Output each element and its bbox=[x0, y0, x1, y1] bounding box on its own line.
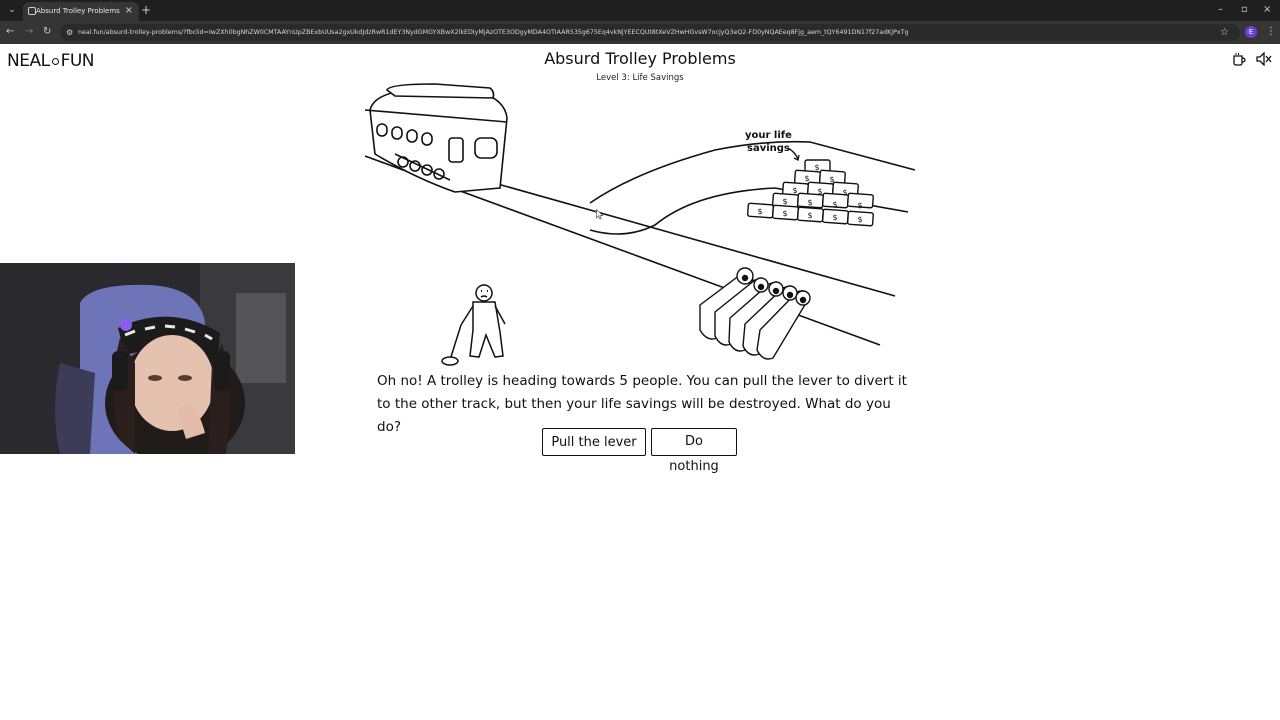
svg-text:$: $ bbox=[829, 175, 835, 184]
browser-tab[interactable] bbox=[23, 2, 139, 21]
lever-person bbox=[442, 285, 505, 365]
svg-text:$: $ bbox=[782, 197, 788, 206]
svg-text:$: $ bbox=[807, 198, 813, 207]
mute-icon[interactable] bbox=[1256, 52, 1272, 66]
plus-icon[interactable]: + bbox=[141, 3, 152, 17]
profile-avatar[interactable]: E bbox=[1245, 26, 1257, 38]
svg-text:$: $ bbox=[857, 215, 863, 224]
back-icon[interactable]: ← bbox=[6, 26, 15, 37]
arrow-icon bbox=[788, 148, 799, 160]
reload-icon[interactable]: ↻ bbox=[43, 26, 52, 37]
level-subtitle: Level 3: Life Savings bbox=[596, 73, 684, 83]
svg-text:$: $ bbox=[792, 186, 798, 195]
logo-left: NEAL bbox=[7, 51, 50, 71]
star-icon[interactable]: ☆ bbox=[1220, 27, 1229, 38]
svg-text:$: $ bbox=[832, 200, 838, 209]
coffee-icon[interactable] bbox=[1232, 52, 1246, 66]
svg-text:$: $ bbox=[814, 163, 820, 172]
forward-icon[interactable]: → bbox=[25, 26, 34, 37]
page-title: Absurd Trolley Problems bbox=[544, 49, 736, 68]
address-toolbar bbox=[0, 21, 1280, 44]
svg-text:$: $ bbox=[807, 211, 813, 220]
svg-text:$: $ bbox=[782, 209, 788, 218]
browser-tabbar bbox=[0, 0, 1280, 21]
tab-search-icon[interactable]: ⌄ bbox=[8, 5, 16, 15]
savings-label-line2: savings bbox=[747, 143, 790, 154]
window-close-icon[interactable]: × bbox=[1263, 4, 1272, 15]
minimize-icon[interactable]: – bbox=[1218, 4, 1223, 15]
webcam-overlay bbox=[0, 263, 295, 454]
close-icon[interactable]: × bbox=[124, 5, 133, 16]
svg-text:$: $ bbox=[832, 213, 838, 222]
savings-label-line1: your life bbox=[745, 130, 792, 141]
svg-text:$: $ bbox=[857, 201, 863, 210]
svg-text:$: $ bbox=[804, 174, 810, 183]
menu-icon[interactable]: ⋮ bbox=[1266, 26, 1276, 37]
trolley-scene bbox=[355, 80, 925, 390]
tied-people bbox=[700, 268, 810, 359]
site-info-icon[interactable]: ⚙ bbox=[66, 28, 74, 37]
webcam-video bbox=[0, 263, 295, 454]
question-text: Oh no! A trolley is heading towards 5 people. You can pull the lever to divert it to the other track, but then your life savings will be destroyed. What do you do? bbox=[377, 373, 907, 435]
svg-text:$: $ bbox=[842, 188, 848, 197]
svg-text:$: $ bbox=[817, 187, 823, 196]
url-bar[interactable] bbox=[60, 24, 1240, 41]
logo-right: FUN bbox=[60, 51, 95, 71]
mouse-cursor-icon bbox=[596, 209, 604, 220]
svg-text:$: $ bbox=[757, 207, 763, 216]
restore-icon[interactable]: ▫ bbox=[1241, 4, 1248, 15]
tab-favicon-icon bbox=[28, 7, 36, 15]
tab-title: Absurd Trolley Problems bbox=[36, 7, 120, 15]
trolley bbox=[365, 84, 507, 192]
url-text[interactable]: neal.fun/absurd-trolley-problems/?fbclid=IwZXh0bgNhZW0CMTAAYnUpZBExbUUsa2gxUkdJdzRwR1dEY3NydGMGYXBwX2lkEDIyMjAzOTE3ODgyMDA4OTIAAR535g675Eq4vkNjYEECQUt8tXeVZHwHGvsW7ocJyQ3eQ2-FD0yNQAEeq8Fjg_aem_tQY6491DN17f27adKJPxTg bbox=[78, 29, 909, 36]
pull-lever-button[interactable]: Pull the lever bbox=[542, 428, 646, 456]
do-nothing-button[interactable]: Do nothing bbox=[651, 428, 737, 456]
